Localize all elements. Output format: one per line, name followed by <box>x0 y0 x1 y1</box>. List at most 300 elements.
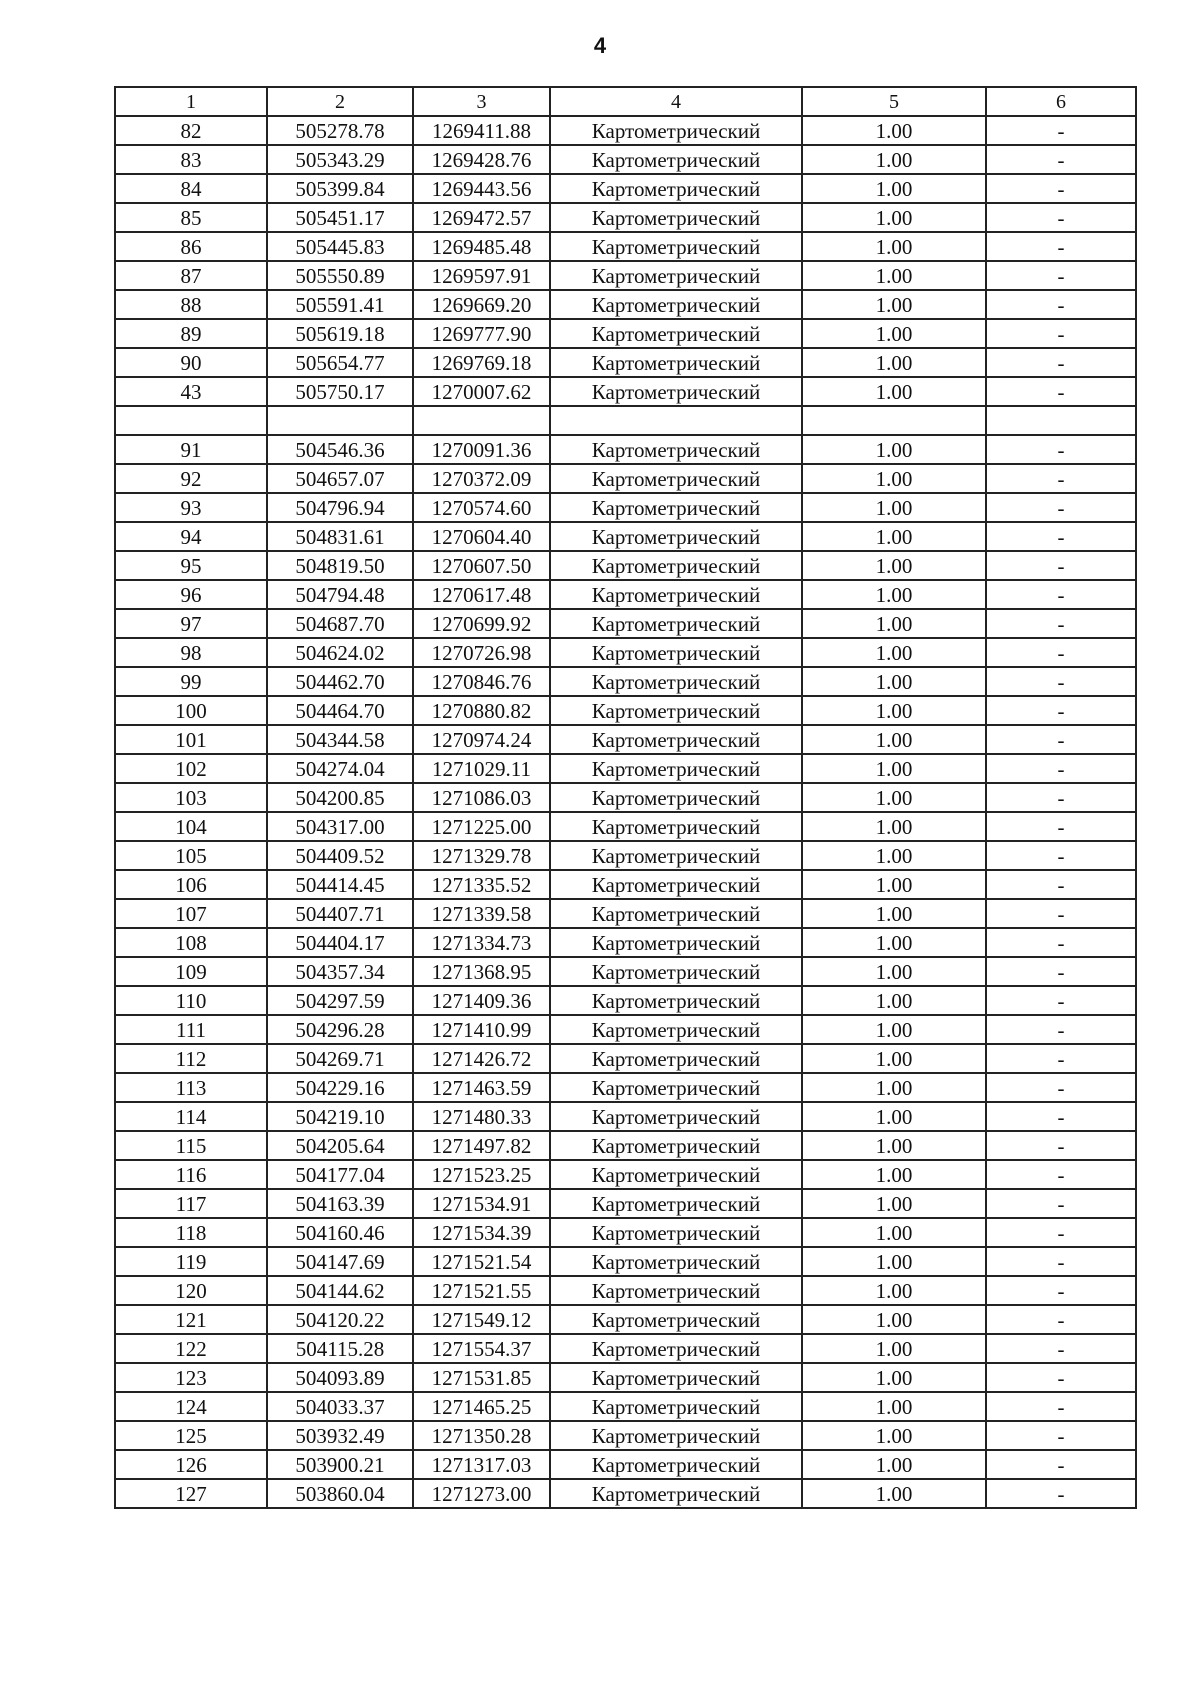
table-cell: 505451.17 <box>267 203 413 232</box>
table-cell: - <box>986 1131 1136 1160</box>
table-cell: 1.00 <box>802 1189 986 1218</box>
table-cell: 1.00 <box>802 1392 986 1421</box>
header-cell: 5 <box>802 87 986 116</box>
table-cell: 1271086.03 <box>413 783 550 812</box>
table-row <box>115 812 1136 841</box>
table-cell: 504414.45 <box>267 870 413 899</box>
table-row <box>115 1392 1136 1421</box>
table-cell: 1269777.90 <box>413 319 550 348</box>
table-cell: 503860.04 <box>267 1479 413 1508</box>
header-cell: 3 <box>413 87 550 116</box>
table-row <box>115 1247 1136 1276</box>
table-cell: 504147.69 <box>267 1247 413 1276</box>
table-cell: 504177.04 <box>267 1160 413 1189</box>
table-cell: 504297.59 <box>267 986 413 1015</box>
table-cell: 1.00 <box>802 638 986 667</box>
table-cell: Картометрический <box>550 174 802 203</box>
table-cell: 1.00 <box>802 928 986 957</box>
table-cell: 1271273.00 <box>413 1479 550 1508</box>
table-cell: - <box>986 493 1136 522</box>
table-cell: 1269428.76 <box>413 145 550 174</box>
table-cell: - <box>986 986 1136 1015</box>
table-cell: Картометрический <box>550 580 802 609</box>
table-row <box>115 435 1136 464</box>
table-cell: 1.00 <box>802 145 986 174</box>
table-cell: 1270091.36 <box>413 435 550 464</box>
table-cell: 1271534.39 <box>413 1218 550 1247</box>
table-cell: 101 <box>115 725 267 754</box>
table-cell: 1271350.28 <box>413 1421 550 1450</box>
table-cell: Картометрический <box>550 1450 802 1479</box>
page-number: 4 <box>593 33 607 58</box>
table-cell: 505750.17 <box>267 377 413 406</box>
table-cell: 1.00 <box>802 319 986 348</box>
table-cell: 504407.71 <box>267 899 413 928</box>
table-cell: 106 <box>115 870 267 899</box>
table-cell: - <box>986 638 1136 667</box>
table-cell: Картометрический <box>550 1044 802 1073</box>
table-row <box>115 522 1136 551</box>
table-row <box>115 986 1136 1015</box>
table-cell: Картометрический <box>550 841 802 870</box>
table-cell: 89 <box>115 319 267 348</box>
empty-cell <box>986 406 1136 435</box>
table-cell: 1.00 <box>802 116 986 145</box>
table-cell: - <box>986 696 1136 725</box>
table-cell: 1271534.91 <box>413 1189 550 1218</box>
table-cell: 1.00 <box>802 1131 986 1160</box>
table-cell: 504357.34 <box>267 957 413 986</box>
table-cell: 1271368.95 <box>413 957 550 986</box>
table-cell: 1.00 <box>802 957 986 986</box>
table-row <box>115 1479 1136 1508</box>
table-cell: 1.00 <box>802 1160 986 1189</box>
table-cell: 1269485.48 <box>413 232 550 261</box>
table-cell: 1271554.37 <box>413 1334 550 1363</box>
table-cell: 504274.04 <box>267 754 413 783</box>
empty-cell <box>115 406 267 435</box>
table-row <box>115 1015 1136 1044</box>
empty-cell <box>550 406 802 435</box>
table-cell: 504219.10 <box>267 1102 413 1131</box>
table-cell: 88 <box>115 290 267 319</box>
table-cell: - <box>986 609 1136 638</box>
table-row <box>115 551 1136 580</box>
table-cell: 123 <box>115 1363 267 1392</box>
table-row <box>115 1160 1136 1189</box>
table-cell: 1269597.91 <box>413 261 550 290</box>
table-cell: Картометрический <box>550 986 802 1015</box>
table-cell: 1270846.76 <box>413 667 550 696</box>
table-cell: 504144.62 <box>267 1276 413 1305</box>
table-cell: Картометрический <box>550 899 802 928</box>
table-cell: 1271029.11 <box>413 754 550 783</box>
table-cell: Картометрический <box>550 928 802 957</box>
table-cell: - <box>986 928 1136 957</box>
table-row <box>115 1044 1136 1073</box>
table-cell: 1.00 <box>802 493 986 522</box>
table-cell: 1.00 <box>802 1305 986 1334</box>
coordinates-table <box>114 86 1137 1509</box>
table-cell: 113 <box>115 1073 267 1102</box>
table-cell: 1.00 <box>802 667 986 696</box>
table-cell: 99 <box>115 667 267 696</box>
table-cell: - <box>986 551 1136 580</box>
table-cell: Картометрический <box>550 348 802 377</box>
table-cell: - <box>986 754 1136 783</box>
table-cell: 103 <box>115 783 267 812</box>
table-cell: - <box>986 1450 1136 1479</box>
separator-row <box>115 406 1136 435</box>
table-cell: 504120.22 <box>267 1305 413 1334</box>
table-cell: 1269411.88 <box>413 116 550 145</box>
table-row <box>115 783 1136 812</box>
table-cell: Картометрический <box>550 1160 802 1189</box>
table-cell: - <box>986 1334 1136 1363</box>
table-cell: Картометрический <box>550 377 802 406</box>
table-cell: Картометрический <box>550 1218 802 1247</box>
table-cell: Картометрический <box>550 754 802 783</box>
table-cell: - <box>986 174 1136 203</box>
table-row <box>115 290 1136 319</box>
table-cell: 504317.00 <box>267 812 413 841</box>
table-cell: 1271497.82 <box>413 1131 550 1160</box>
table-cell: 114 <box>115 1102 267 1131</box>
table-cell: - <box>986 1218 1136 1247</box>
table-cell: 504163.39 <box>267 1189 413 1218</box>
table-cell: 1271521.54 <box>413 1247 550 1276</box>
table-cell: 1.00 <box>802 783 986 812</box>
table-cell: 505550.89 <box>267 261 413 290</box>
table-cell: 91 <box>115 435 267 464</box>
table-cell: Картометрический <box>550 667 802 696</box>
header-cell: 2 <box>267 87 413 116</box>
table-cell: 1270974.24 <box>413 725 550 754</box>
table-cell: 1.00 <box>802 1247 986 1276</box>
table-cell: Картометрический <box>550 551 802 580</box>
table-cell: 504115.28 <box>267 1334 413 1363</box>
table-cell: 1.00 <box>802 1479 986 1508</box>
table-cell: Картометрический <box>550 1305 802 1334</box>
empty-cell <box>413 406 550 435</box>
table-row <box>115 348 1136 377</box>
table-cell: 124 <box>115 1392 267 1421</box>
table-cell: 504404.17 <box>267 928 413 957</box>
table-cell: - <box>986 435 1136 464</box>
table-cell: Картометрический <box>550 1363 802 1392</box>
table-cell: 503900.21 <box>267 1450 413 1479</box>
table-row <box>115 1189 1136 1218</box>
table-cell: 503932.49 <box>267 1421 413 1450</box>
table-cell: 504344.58 <box>267 725 413 754</box>
table-cell: - <box>986 1015 1136 1044</box>
table-cell: - <box>986 783 1136 812</box>
table-cell: 504093.89 <box>267 1363 413 1392</box>
table-cell: 504624.02 <box>267 638 413 667</box>
table-cell: 1271531.85 <box>413 1363 550 1392</box>
table-cell: 122 <box>115 1334 267 1363</box>
table-cell: Картометрический <box>550 1015 802 1044</box>
table-cell: Картометрический <box>550 812 802 841</box>
table-cell: 1271334.73 <box>413 928 550 957</box>
table-cell: 1270607.50 <box>413 551 550 580</box>
table-cell: 1271339.58 <box>413 899 550 928</box>
table-cell: - <box>986 1392 1136 1421</box>
table-cell: Картометрический <box>550 1479 802 1508</box>
table-cell: Картометрический <box>550 870 802 899</box>
table-cell: 1.00 <box>802 377 986 406</box>
table-cell: Картометрический <box>550 435 802 464</box>
table-cell: 504819.50 <box>267 551 413 580</box>
table-cell: 1.00 <box>802 899 986 928</box>
table-cell: - <box>986 1421 1136 1450</box>
table-cell: Картометрический <box>550 145 802 174</box>
table-cell: Картометрический <box>550 638 802 667</box>
table-cell: 504409.52 <box>267 841 413 870</box>
table-cell: 1.00 <box>802 522 986 551</box>
table-cell: 504296.28 <box>267 1015 413 1044</box>
table-cell: 1.00 <box>802 1015 986 1044</box>
table-cell: Картометрический <box>550 1073 802 1102</box>
empty-cell <box>802 406 986 435</box>
table-cell: 1.00 <box>802 1276 986 1305</box>
table-cell: 1.00 <box>802 1073 986 1102</box>
table-cell: 505278.78 <box>267 116 413 145</box>
table-cell: Картометрический <box>550 609 802 638</box>
table-cell: Картометрический <box>550 522 802 551</box>
table-cell: 112 <box>115 1044 267 1073</box>
table-cell: 1.00 <box>802 203 986 232</box>
table-cell: Картометрический <box>550 290 802 319</box>
table-cell: 505445.83 <box>267 232 413 261</box>
table-cell: 505343.29 <box>267 145 413 174</box>
table-cell: 504269.71 <box>267 1044 413 1073</box>
table-cell: 1.00 <box>802 261 986 290</box>
table-cell: - <box>986 290 1136 319</box>
table-cell: 1269669.20 <box>413 290 550 319</box>
table-cell: Картометрический <box>550 203 802 232</box>
table-row <box>115 841 1136 870</box>
table-cell: 1270617.48 <box>413 580 550 609</box>
table-cell: - <box>986 261 1136 290</box>
table-cell: Картометрический <box>550 1247 802 1276</box>
table-row <box>115 725 1136 754</box>
table-cell: 1270604.40 <box>413 522 550 551</box>
table-cell: - <box>986 464 1136 493</box>
table-cell: 1.00 <box>802 812 986 841</box>
table-cell: 100 <box>115 696 267 725</box>
table-cell: - <box>986 725 1136 754</box>
table-cell: 504657.07 <box>267 464 413 493</box>
table-row <box>115 696 1136 725</box>
table-cell: - <box>986 145 1136 174</box>
table-cell: 1.00 <box>802 1044 986 1073</box>
table-cell: - <box>986 667 1136 696</box>
table-cell: 1271521.55 <box>413 1276 550 1305</box>
table-cell: 504546.36 <box>267 435 413 464</box>
table-cell: 96 <box>115 580 267 609</box>
table-row <box>115 232 1136 261</box>
table-row <box>115 203 1136 232</box>
table-cell: 504796.94 <box>267 493 413 522</box>
table-cell: 1269472.57 <box>413 203 550 232</box>
table-cell: 1.00 <box>802 1421 986 1450</box>
table-cell: Картометрический <box>550 493 802 522</box>
table-cell: Картометрический <box>550 1189 802 1218</box>
table-cell: 1.00 <box>802 696 986 725</box>
table-cell: 105 <box>115 841 267 870</box>
table-row <box>115 638 1136 667</box>
header-cell: 6 <box>986 87 1136 116</box>
table-row <box>115 261 1136 290</box>
table-cell: 1.00 <box>802 870 986 899</box>
table-cell: 504462.70 <box>267 667 413 696</box>
table-cell: - <box>986 870 1136 899</box>
table-cell: 504160.46 <box>267 1218 413 1247</box>
header-cell: 1 <box>115 87 267 116</box>
table-cell: 108 <box>115 928 267 957</box>
table-cell: 1270574.60 <box>413 493 550 522</box>
table-cell: 97 <box>115 609 267 638</box>
table-cell: 1270007.62 <box>413 377 550 406</box>
table-row <box>115 377 1136 406</box>
table-cell: - <box>986 1363 1136 1392</box>
table-cell: - <box>986 812 1136 841</box>
table-cell: - <box>986 1189 1136 1218</box>
table-cell: 1271409.36 <box>413 986 550 1015</box>
table-cell: 1271426.72 <box>413 1044 550 1073</box>
table-row <box>115 493 1136 522</box>
table-cell: 1.00 <box>802 754 986 783</box>
table-cell: Картометрический <box>550 232 802 261</box>
table-cell: 1271465.25 <box>413 1392 550 1421</box>
table-row <box>115 174 1136 203</box>
table-cell: 1.00 <box>802 174 986 203</box>
table-cell: 1271329.78 <box>413 841 550 870</box>
table-cell: - <box>986 1276 1136 1305</box>
table-row <box>115 667 1136 696</box>
table-cell: Картометрический <box>550 1334 802 1363</box>
table-cell: 111 <box>115 1015 267 1044</box>
header-row <box>115 87 1136 116</box>
table-cell: 505654.77 <box>267 348 413 377</box>
table-cell: Картометрический <box>550 319 802 348</box>
table-cell: 1271317.03 <box>413 1450 550 1479</box>
table-row <box>115 1276 1136 1305</box>
table-cell: 504229.16 <box>267 1073 413 1102</box>
table-cell: 82 <box>115 116 267 145</box>
table-cell: - <box>986 1247 1136 1276</box>
table-cell: 504687.70 <box>267 609 413 638</box>
table-row <box>115 754 1136 783</box>
table-cell: 1270726.98 <box>413 638 550 667</box>
table-cell: 1270372.09 <box>413 464 550 493</box>
table-cell: - <box>986 1073 1136 1102</box>
table-cell: 110 <box>115 986 267 1015</box>
table-cell: Картометрический <box>550 783 802 812</box>
table-cell: - <box>986 1479 1136 1508</box>
table-cell: Картометрический <box>550 1392 802 1421</box>
table-cell: 1.00 <box>802 841 986 870</box>
table-cell: Картометрический <box>550 1102 802 1131</box>
table-cell: 1.00 <box>802 1363 986 1392</box>
table-cell: 94 <box>115 522 267 551</box>
table-cell: 1269769.18 <box>413 348 550 377</box>
table-cell: 98 <box>115 638 267 667</box>
table-cell: 109 <box>115 957 267 986</box>
table-cell: - <box>986 319 1136 348</box>
table-row <box>115 1102 1136 1131</box>
table-cell: 85 <box>115 203 267 232</box>
table-cell: 1.00 <box>802 348 986 377</box>
table-cell: - <box>986 522 1136 551</box>
table-cell: - <box>986 232 1136 261</box>
table-cell: - <box>986 899 1136 928</box>
header-cell: 4 <box>550 87 802 116</box>
table-cell: 1.00 <box>802 580 986 609</box>
table-cell: - <box>986 116 1136 145</box>
table-cell: 1.00 <box>802 1218 986 1247</box>
table-cell: - <box>986 377 1136 406</box>
table-cell: 1271523.25 <box>413 1160 550 1189</box>
table-cell: 505591.41 <box>267 290 413 319</box>
table-row <box>115 928 1136 957</box>
table-row <box>115 116 1136 145</box>
table-cell: 505399.84 <box>267 174 413 203</box>
table-cell: 1.00 <box>802 986 986 1015</box>
table-cell: 43 <box>115 377 267 406</box>
table-cell: 119 <box>115 1247 267 1276</box>
table-cell: - <box>986 841 1136 870</box>
table-cell: 93 <box>115 493 267 522</box>
table-cell: - <box>986 957 1136 986</box>
table-cell: 1271225.00 <box>413 812 550 841</box>
table-cell: 1.00 <box>802 290 986 319</box>
table-cell: 1271549.12 <box>413 1305 550 1334</box>
table-cell: 504794.48 <box>267 580 413 609</box>
table-row <box>115 145 1136 174</box>
table-cell: 505619.18 <box>267 319 413 348</box>
table-row <box>115 1334 1136 1363</box>
table-cell: Картометрический <box>550 725 802 754</box>
table-cell: - <box>986 348 1136 377</box>
table-cell: 115 <box>115 1131 267 1160</box>
empty-cell <box>267 406 413 435</box>
table-row <box>115 870 1136 899</box>
table-row <box>115 609 1136 638</box>
table-cell: 504200.85 <box>267 783 413 812</box>
table-cell: - <box>986 203 1136 232</box>
table-row <box>115 1073 1136 1102</box>
table-row <box>115 899 1136 928</box>
table-cell: - <box>986 1102 1136 1131</box>
table-cell: 90 <box>115 348 267 377</box>
table-cell: 107 <box>115 899 267 928</box>
table-row <box>115 1218 1136 1247</box>
table-cell: 127 <box>115 1479 267 1508</box>
table-row <box>115 1421 1136 1450</box>
table-cell: - <box>986 1044 1136 1073</box>
table-row <box>115 1450 1136 1479</box>
table-row <box>115 1131 1136 1160</box>
table-cell: Картометрический <box>550 696 802 725</box>
table-cell: 95 <box>115 551 267 580</box>
table-cell: 1271463.59 <box>413 1073 550 1102</box>
table-cell: 1271480.33 <box>413 1102 550 1131</box>
table-cell: 104 <box>115 812 267 841</box>
table-cell: 1.00 <box>802 1334 986 1363</box>
table-cell: 1.00 <box>802 1102 986 1131</box>
